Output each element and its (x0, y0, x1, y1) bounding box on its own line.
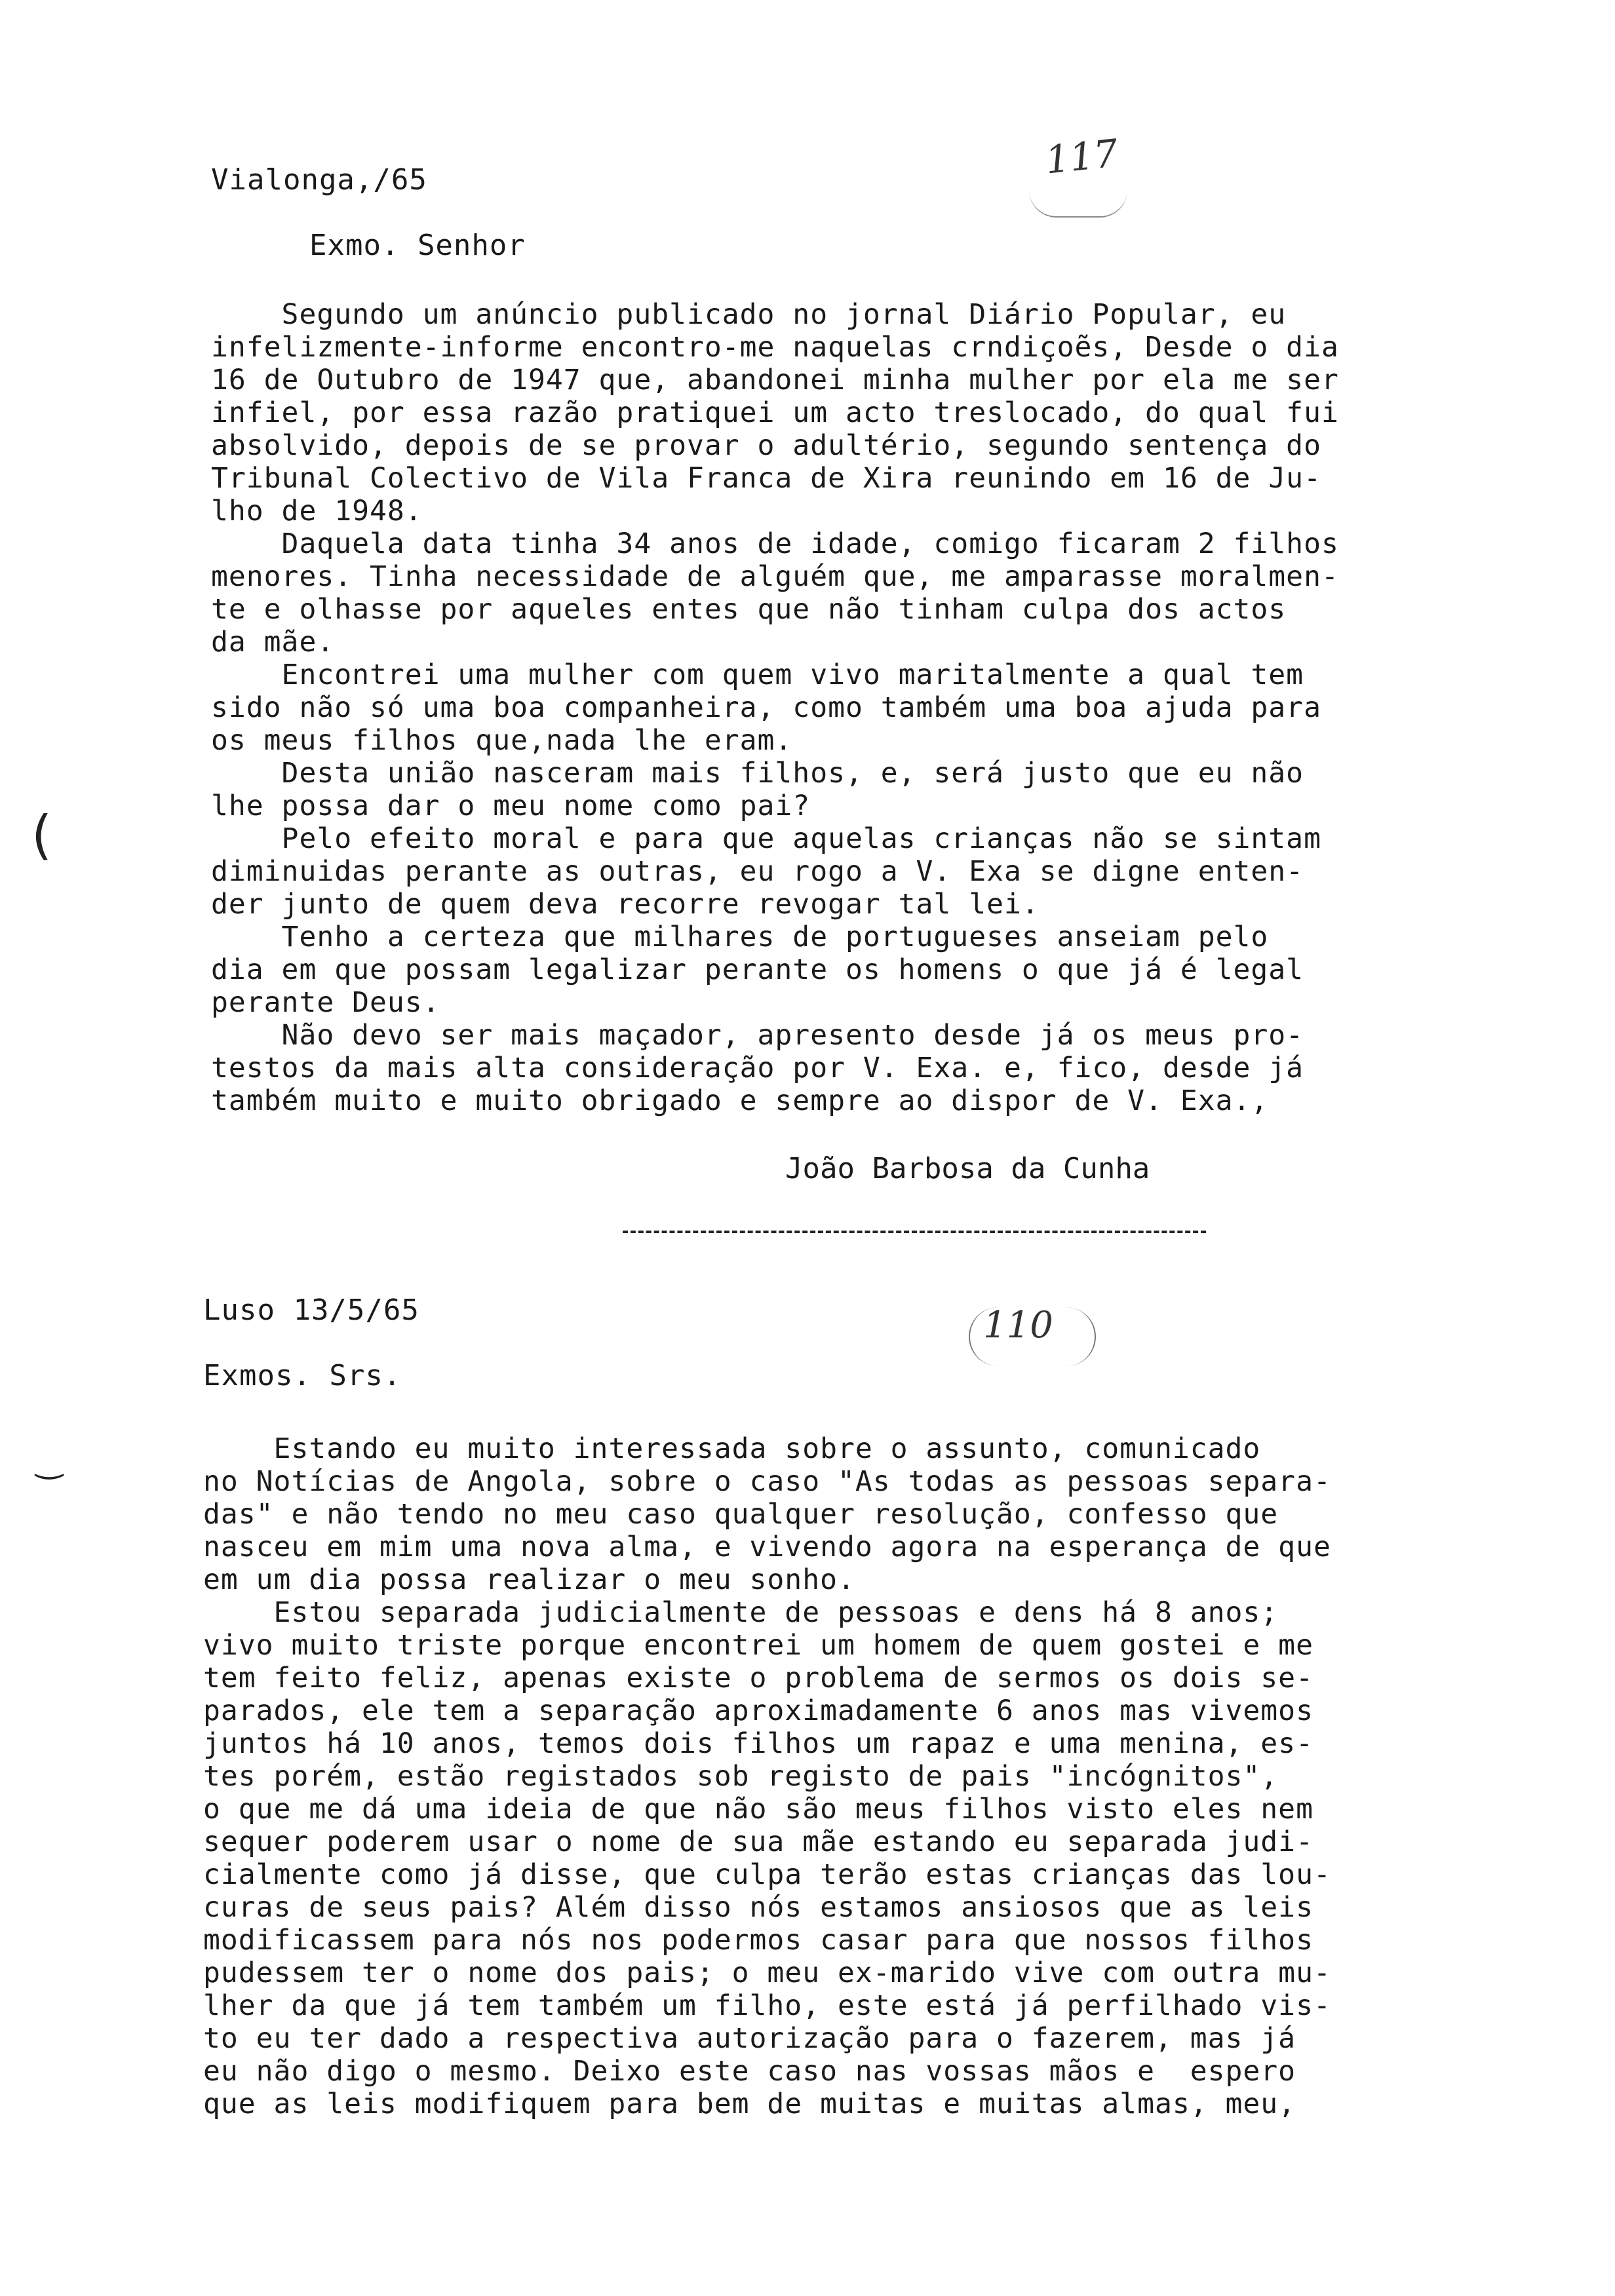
letter-1-stamp-arc (1029, 190, 1127, 218)
letter-1-line: Desta união nasceram mais filhos, e, será justo que eu não (211, 757, 1304, 790)
letter-2-line: em um dia possa realizar o meu sonho. (203, 1563, 855, 1596)
letter-2-line: Estou separada judicialmente de pessoas e dens há 8 anos; (203, 1596, 1279, 1629)
letter-2-line: eu não digo o mesmo. Deixo este caso nas vossas mãos e espero (203, 2055, 1296, 2088)
letter-separator (623, 1231, 1206, 1233)
letter-1-date: Vialonga,/65 (211, 163, 427, 197)
letter-1-line: também muito e muito obrigado e sempre ao dispor de V. Exa., (211, 1084, 1269, 1117)
letter-1-line: Tribunal Colectivo de Vila Franca de Xira reunindo em 16 de Ju- (211, 462, 1321, 495)
letter-2-line: lher da que já tem também um filho, este está já perfilhado vis- (203, 1989, 1331, 2022)
letter-1-body (211, 298, 1535, 1117)
letter-2-body (203, 1432, 1527, 2120)
letter-1-line: infelizmente-informe encontro-me naquelas crndiçoẽs, Desde o dia (211, 331, 1339, 364)
letter-1-line: lhe possa dar o meu nome como pai? (211, 790, 811, 822)
letter-2-line: o que me dá uma ideia de que não são meus filhos visto eles nem (203, 1793, 1313, 1826)
letter-1-line: Segundo um anúncio publicado no jornal Diário Popular, eu (211, 298, 1287, 331)
letter-1-line: Tenho a certeza que milhares de portugueses anseiam pelo (211, 921, 1269, 953)
letter-1-line: perante Deus. (211, 986, 440, 1019)
letter-2-line: que as leis modifiquem para bem de muitas e muitas almas, meu, (203, 2088, 1296, 2120)
letter-1-stamp: 117 (1043, 130, 1120, 183)
letter-1-line: Daquela data tinha 34 anos de idade, comigo ficaram 2 filhos (211, 527, 1339, 560)
letter-1-line: infiel, por essa razão pratiquei um acto treslocado, do qual fui (211, 396, 1339, 429)
letter-2-line: to eu ter dado a respectiva autorização para o fazerem, mas já (203, 2022, 1296, 2055)
letter-2-line: das" e não tendo no meu caso qualquer resolução, confesso que (203, 1498, 1279, 1531)
letter-1-line: absolvido, depois de se provar o adultério, segundo sentença do (211, 429, 1321, 462)
letter-1-line: te e olhasse por aqueles entes que não tinham culpa dos actos (211, 593, 1287, 626)
letter-1-line: Encontrei uma mulher com quem vivo maritalmente a qual tem (211, 659, 1304, 691)
letter-1-line: Não devo ser mais maçador, apresento desde já os meus pro- (211, 1019, 1304, 1052)
letter-1 (211, 164, 1535, 197)
letter-2-line: modificassem para nós nos podermos casar para que nossos filhos (203, 1924, 1313, 1957)
letter-2-stamp-bracket (969, 1307, 1096, 1366)
letter-2-line: curas de seus pais? Além disso nós estamos ansiosos que as leis (203, 1891, 1313, 1924)
letter-1-line: dia em que possam legalizar perante os homens o que já é legal (211, 953, 1304, 986)
letter-2-line: no Notícias de Angola, sobre o caso "As todas as pessoas separa- (203, 1465, 1331, 1498)
letter-1-line: testos da mais alta consideração por V. Exa. e, fico, desde já (211, 1052, 1304, 1084)
letter-1-line: da mãe. (211, 626, 335, 659)
letter-1-line: der junto de quem deva recorre revogar tal lei. (211, 888, 1040, 921)
letter-1-line: diminuidas perante as outras, eu rogo a V. Exa se digne enten- (211, 855, 1304, 888)
letter-2-line: Estando eu muito interessada sobre o assunto, comunicado (203, 1432, 1261, 1465)
letter-1-line: lho de 1948. (211, 495, 423, 527)
letter-2-stamp: 110 (983, 1304, 1053, 1347)
letter-1-line: Pelo efeito moral e para que aquelas crianças não se sintam (211, 822, 1321, 855)
letter-2-line: tes porém, estão registados sob registo de pais "incógnitos", (203, 1760, 1279, 1793)
letter-1-line: 16 de Outubro de 1947 que, abandonei minha mulher por ela me ser (211, 364, 1339, 396)
letter-2-salutation-block (203, 1360, 1527, 1392)
letter-2-date: Luso 13/5/65 (203, 1293, 419, 1327)
letter-2-line: sequer poderem usar o nome de sua mãe estando eu separada judi- (203, 1826, 1313, 1858)
letter-1-salutation-block (309, 229, 1615, 262)
letter-1-signature: João Barbosa da Cunha (785, 1152, 1150, 1185)
letter-2-line: pudessem ter o nome dos pais; o meu ex-marido vive com outra mu- (203, 1957, 1331, 1989)
letter-2-line: tem feito feliz, apenas existe o problema de sermos os dois se- (203, 1662, 1313, 1694)
letter-2-line: nasceu em mim uma nova alma, e vivendo agora na esperança de que (203, 1531, 1331, 1563)
letter-2-line: vivo muito triste porque encontrei um homem de quem gostei e me (203, 1629, 1313, 1662)
margin-mark-2: ‿ (36, 1442, 63, 1480)
letter-2-line: juntos há 10 anos, temos dois filhos um rapaz e uma menina, es- (203, 1727, 1313, 1760)
letter-2-line: cialmente como já disse, que culpa terão estas crianças das lou- (203, 1858, 1331, 1891)
letter-1-line: menores. Tinha necessidade de alguém que, me amparasse moralmen- (211, 560, 1339, 593)
letter-2-salutation: Exmos. Srs. (203, 1359, 402, 1392)
letter-2-date-block (203, 1294, 1527, 1327)
margin-mark-1: ( (31, 805, 52, 866)
letter-1-line: sido não só uma boa companheira, como também uma boa ajuda para (211, 691, 1321, 724)
letter-1-salutation: Exmo. Senhor (309, 229, 526, 262)
letter-1-line: os meus filhos que,nada lhe eram. (211, 724, 793, 757)
letter-2-line: parados, ele tem a separação aproximadamente 6 anos mas vivemos (203, 1694, 1313, 1727)
